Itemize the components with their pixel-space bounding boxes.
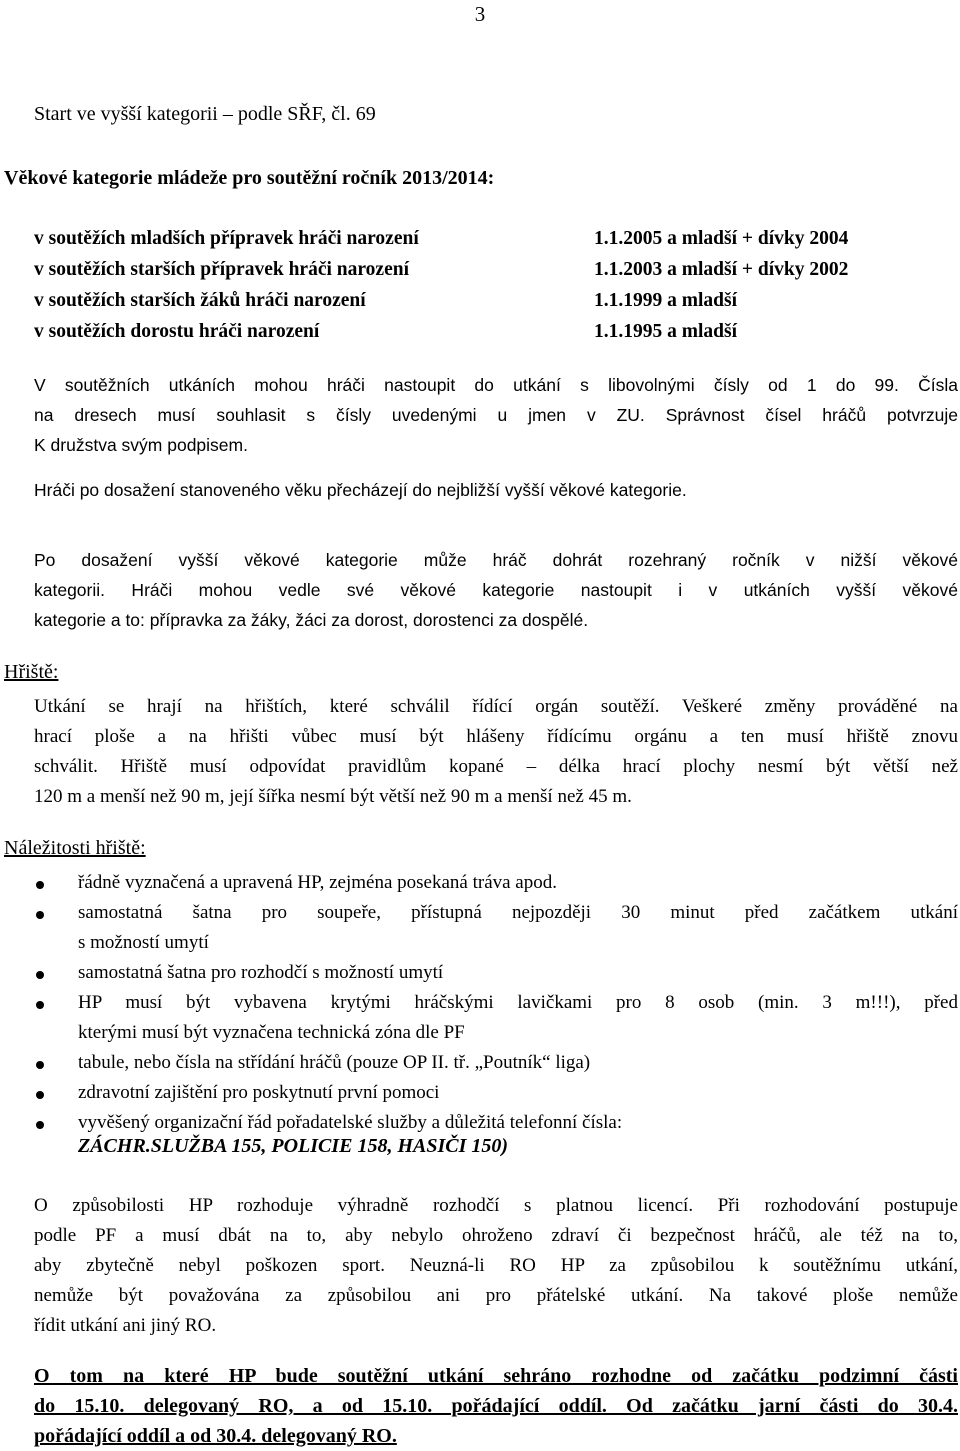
paragraph-final-note — [34, 1361, 958, 1451]
text-line: řídit utkání ani jiný RO. — [34, 1315, 217, 1336]
list-item — [34, 1108, 958, 1138]
paragraph-shirt-numbers — [34, 370, 958, 460]
bullet-icon — [36, 911, 44, 919]
paragraph-age-transition — [34, 475, 958, 505]
text-line: O tom na které HP bude soutěžní utkání sehráno rozhodne od začátku podzimní části — [34, 1365, 958, 1387]
list-item — [34, 1048, 958, 1078]
age-categories-heading: Věkové kategorie mládeže pro soutěžní ročník 2013/2014: — [4, 167, 495, 189]
bullet-icon — [36, 1091, 44, 1099]
age-row-value: 1.1.2003 a mladší + dívky 2002 — [594, 259, 849, 280]
text-line: V soutěžních utkáních mohou hráči nastoupit do utkání s libovolnými čísly od 1 do 99. Čísla — [34, 375, 958, 395]
emergency-numbers: ZÁCHR.SLUŽBA 155, POLICIE 158, HASIČI 150) — [78, 1135, 509, 1157]
paragraph-higher-category — [34, 545, 958, 635]
text-line: na dresech musí souhlasit s čísly uvedenými u jmen v ZU. Správnost čísel hráčů potvrzuje — [34, 405, 958, 425]
age-row-label: v soutěžích starších přípravek hráči narození — [34, 259, 409, 280]
text-line: Hráči po dosažení stanoveného věku přecházejí do nejbližší vyšší věkové kategorie. — [34, 480, 687, 500]
bullet-icon — [36, 971, 44, 979]
age-row — [34, 254, 848, 285]
age-row — [34, 285, 848, 316]
pitch-requirements-list — [34, 868, 958, 1138]
age-row-value: 1.1.1999 a mladší — [594, 290, 738, 311]
text-line: nemůže být považována za způsobilou ani pro přátelské utkání. Na takové ploše nemůže — [34, 1285, 958, 1306]
start-line: Start ve vyšší kategorii – podle SŘF, čl. 69 — [34, 103, 376, 125]
age-row-label: v soutěžích starších žáků hráči narození — [34, 290, 366, 311]
text-line: tabule, nebo čísla na střídání hráčů (pouze OP II. tř. „Poutník“ liga) — [78, 1052, 591, 1073]
text-line: Po dosažení vyšší věkové kategorie může hráč dohrát rozehraný ročník v nižší věkové — [34, 550, 958, 570]
text-line: do 15.10. delegovaný RO, a od 15.10. pořádající oddíl. Od začátku jarní části do 30.4. — [34, 1395, 958, 1417]
text-line: 120 m a menší než 90 m, její šířka nesmí být větší než 90 m a menší než 45 m. — [34, 786, 632, 807]
page-number: 3 — [474, 2, 486, 26]
text-line: O způsobilosti HP rozhoduje výhradně rozhodčí s platnou licencí. Při rozhodování postupuje — [34, 1195, 958, 1216]
text-line: aby zbytečně nebyl poškozen sport. Neuzná-li RO HP za způsobilou k soutěžnímu utkání, — [34, 1255, 958, 1276]
text-line: zdravotní zajištění pro poskytnutí první pomoci — [78, 1082, 440, 1103]
list-item — [34, 1078, 958, 1108]
list-item — [34, 958, 958, 988]
pitch-requirements-heading: Náležitosti hřiště: — [4, 837, 146, 859]
text-line: kategorie a to: přípravka za žáky, žáci za dorost, dorostenci za dospělé. — [34, 610, 589, 630]
age-row-label: v soutěžích dorostu hráči narození — [34, 321, 320, 342]
age-row — [34, 316, 848, 347]
pitch-heading: Hřiště: — [4, 661, 59, 683]
text-line: Utkání se hrají na hřištích, které schválil řídící orgán soutěží. Veškeré změny prováděné na — [34, 696, 958, 717]
text-line: HP musí být vybavena krytými hráčskými lavičkami pro 8 osob (min. 3 m!!!), před — [78, 992, 958, 1013]
text-line: samostatná šatna pro rozhodčí s možností umytí — [78, 962, 444, 983]
text-line: pořádající oddíl a od 30.4. delegovaný RO. — [34, 1425, 397, 1447]
age-row-value: 1.1.2005 a mladší + dívky 2004 — [594, 228, 849, 249]
text-line: kterými musí být vyznačena technická zóna dle PF — [78, 1022, 465, 1043]
paragraph-pitch — [34, 692, 958, 812]
text-line: hrací ploše a na hřišti vůbec musí být hlášeny řídícímu orgánu a ten musí hřiště znovu — [34, 726, 958, 747]
age-row-label: v soutěžích mladších přípravek hráči narození — [34, 228, 419, 249]
age-row-value: 1.1.1995 a mladší — [594, 321, 738, 342]
text-line: kategorii. Hráči mohou vedle své věkové kategorie nastoupit i v utkáních vyšší věkové — [34, 580, 958, 600]
list-item — [34, 898, 958, 958]
bullet-icon — [36, 1001, 44, 1009]
bullet-icon — [36, 1121, 44, 1129]
text-line: K družstva svým podpisem. — [34, 435, 248, 455]
text-line: schválit. Hřiště musí odpovídat pravidlům kopané – délka hrací plochy nesmí být větší než — [34, 756, 958, 777]
age-categories-table — [34, 223, 848, 347]
text-line: vyvěšený organizační řád pořadatelské služby a důležitá telefonní čísla: — [78, 1112, 623, 1133]
text-line: samostatná šatna pro soupeře, přístupná nejpozději 30 minut před začátkem utkání — [78, 902, 958, 923]
bullet-icon — [36, 1061, 44, 1069]
text-line: řádně vyznačená a upravená HP, zejména posekaná tráva apod. — [78, 872, 557, 893]
bullet-icon — [36, 881, 44, 889]
age-row — [34, 223, 848, 254]
text-line: s možností umytí — [78, 932, 209, 953]
list-item — [34, 868, 958, 898]
text-line: podle PF a musí dbát na to, aby nebylo ohroženo zdraví či bezpečnost hráčů, ale též na to, — [34, 1225, 958, 1246]
list-item — [34, 988, 958, 1048]
paragraph-referee-decision — [34, 1191, 958, 1341]
